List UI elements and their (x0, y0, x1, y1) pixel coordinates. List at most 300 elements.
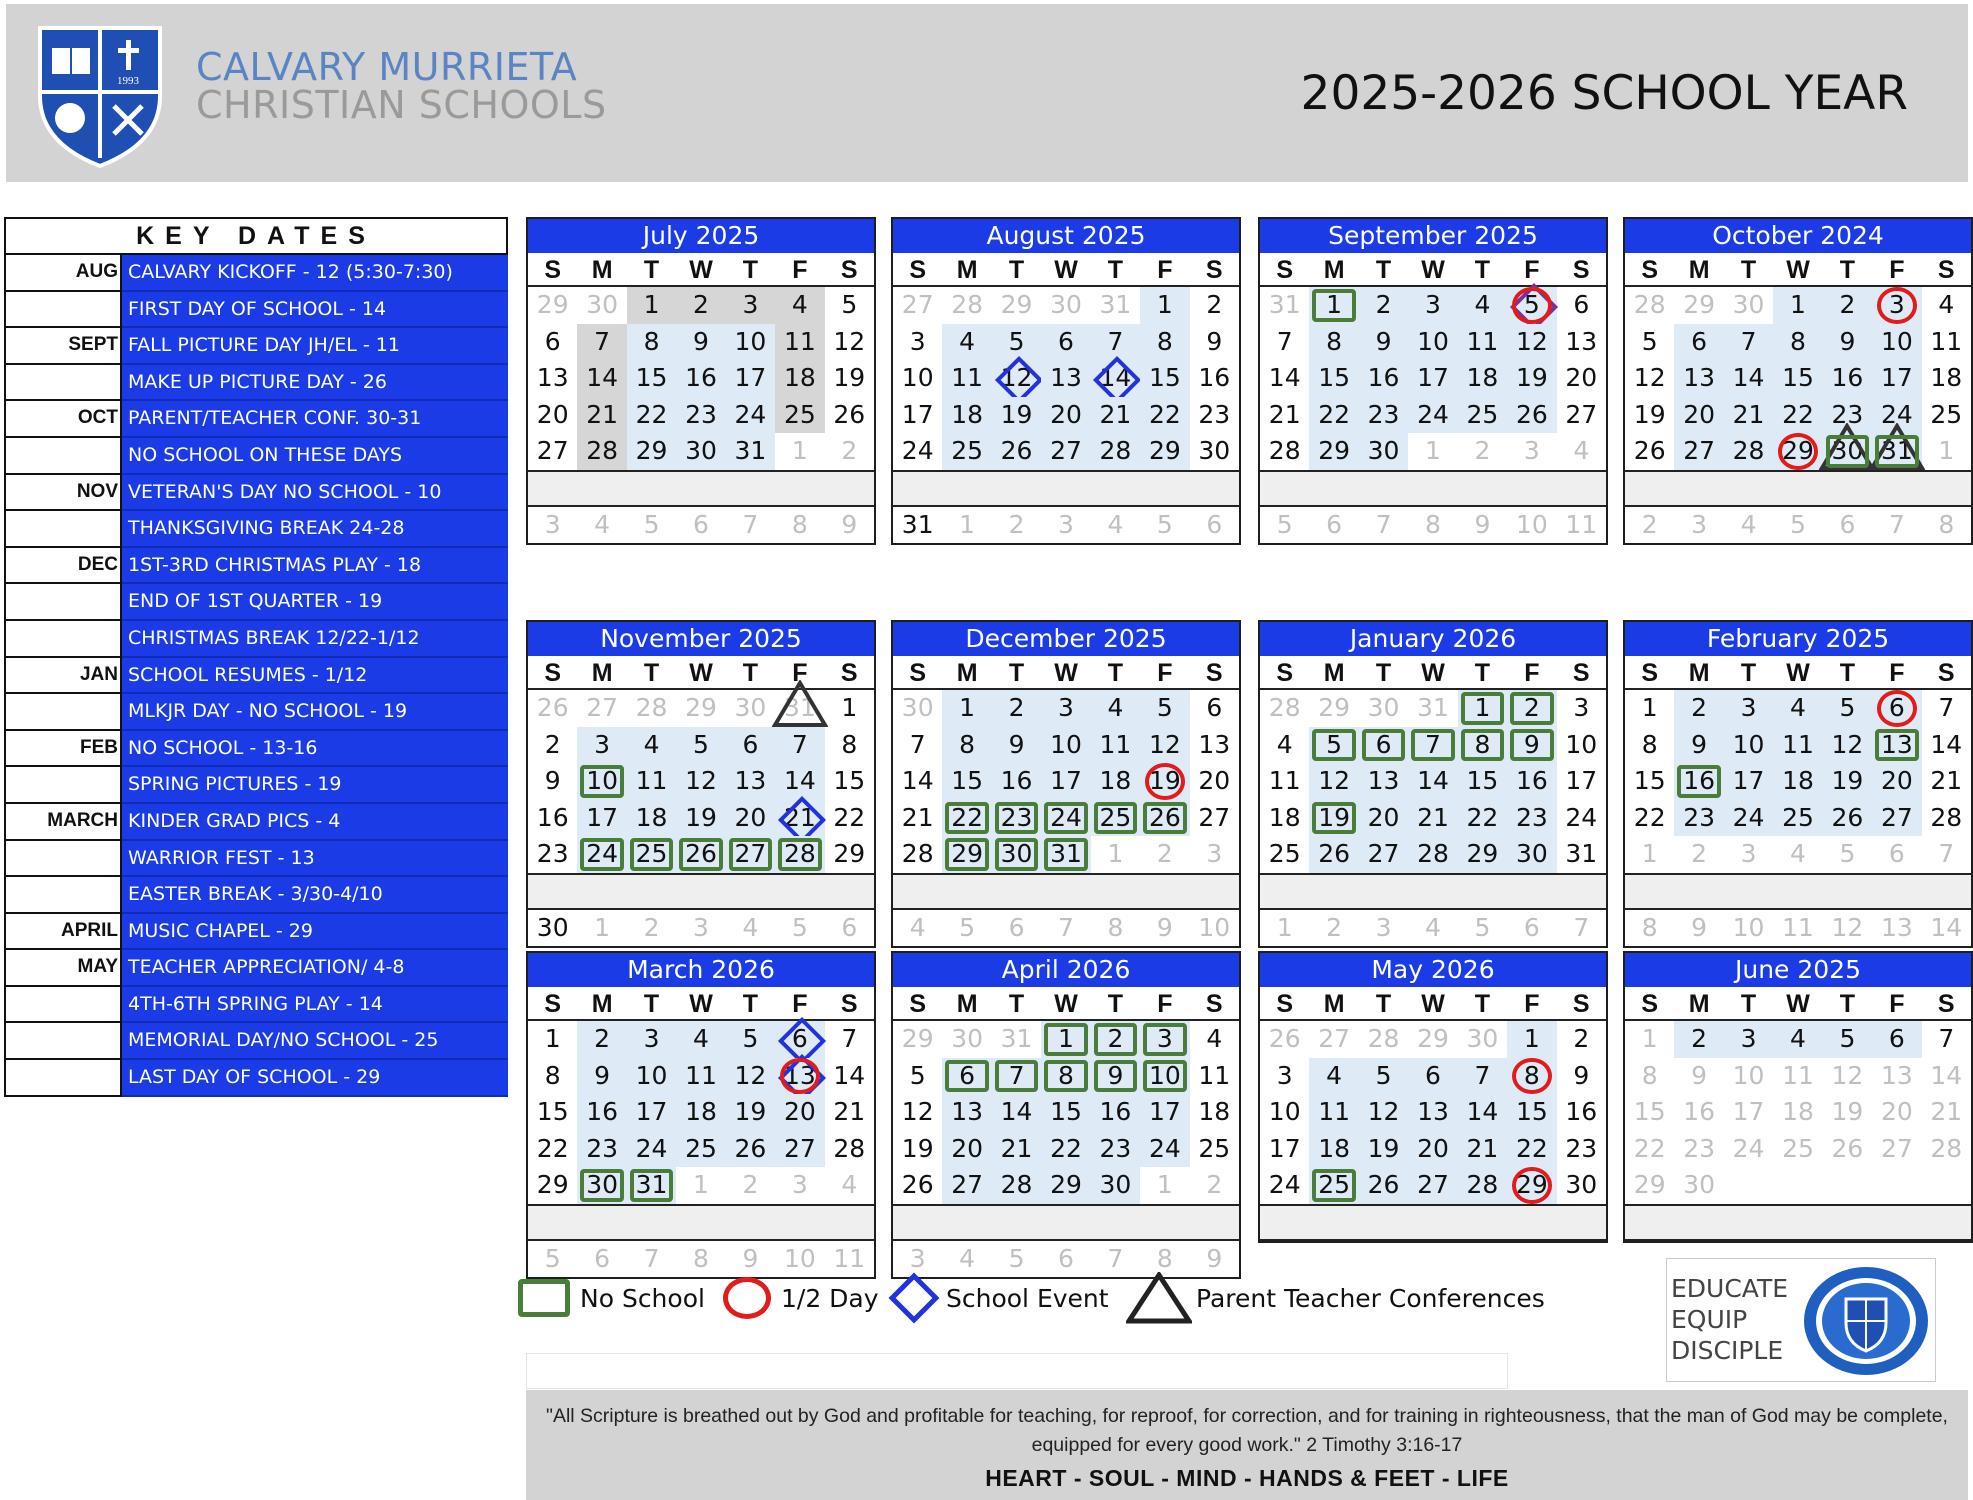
day-grid (1260, 287, 1606, 543)
day-cell: 31 (1565, 839, 1598, 869)
weekday-label: F (1157, 256, 1173, 284)
day-cell: 11 (833, 1243, 866, 1273)
day-cell: 21 (1268, 399, 1301, 429)
day-cell: 28 (1367, 1024, 1400, 1053)
weekday-label: M (1323, 256, 1345, 284)
day-cell: 10 (1565, 729, 1598, 759)
weekday-header (1260, 253, 1606, 287)
weekday-label: T (1474, 990, 1491, 1018)
day-cell: 29 (685, 693, 717, 722)
day-cell-no-school: 1 (1458, 690, 1507, 727)
day-cell: 4 (1206, 1024, 1223, 1053)
day-cell: 3 (1573, 693, 1590, 722)
day-cell: 24 (1732, 1133, 1765, 1163)
day-cell: 19 (1831, 1097, 1864, 1127)
key-date-row (4, 292, 508, 329)
weekday-label: T (742, 659, 759, 687)
day-cell: 8 (693, 1243, 709, 1273)
day-cell: 3 (909, 326, 926, 356)
day-cell: 23 (1823, 397, 1872, 434)
weekday-label: T (1107, 990, 1124, 1018)
day-cell: 11 (1782, 912, 1814, 942)
day-cell: 6 (693, 509, 709, 539)
day-cell: 2 (1691, 839, 1708, 869)
month-title: January 2026 (1260, 622, 1606, 656)
day-cell: 10 (1198, 912, 1231, 942)
day-cell: 27 (1408, 1167, 1457, 1204)
day-cell: 15 (942, 763, 991, 800)
key-dates-list (4, 255, 508, 1097)
day-cell: 22 (1041, 1131, 1090, 1168)
day-cell: 30 (1466, 1024, 1499, 1053)
day-cell-conference: 30 (1823, 433, 1872, 470)
day-cell: 13 (1565, 326, 1598, 356)
weekday-label: T (643, 990, 660, 1018)
day-cell: 21 (992, 1131, 1041, 1168)
school-name (196, 45, 607, 127)
day-cell: 13 (1674, 360, 1723, 397)
weekday-label: M (1688, 990, 1710, 1018)
weekday-label: F (1157, 659, 1173, 687)
day-cell: 28 (1091, 433, 1140, 470)
day-cell-no-school: 9 (1091, 1058, 1140, 1095)
day-cell: 4 (1773, 690, 1822, 727)
day-cell: 18 (1458, 360, 1507, 397)
day-cell: 8 (1425, 509, 1441, 539)
day-cell: 20 (1408, 1131, 1457, 1168)
day-cell: 20 (1198, 766, 1231, 796)
day-cell: 27 (586, 693, 619, 722)
day-cell: 1 (791, 436, 808, 466)
day-cell: 30 (1683, 1170, 1716, 1200)
weekday-label: S (1641, 659, 1659, 687)
day-cell: 4 (1091, 690, 1140, 727)
day-cell: 22 (1633, 802, 1666, 832)
day-cell: 1 (594, 912, 611, 942)
day-cell: 7 (1276, 326, 1293, 356)
day-cell: 3 (726, 287, 775, 324)
day-cell: 1 (1507, 1021, 1556, 1058)
day-cell: 4 (1790, 839, 1806, 869)
day-cell-half-day: 19 (1140, 763, 1189, 800)
day-cell-no-school: 26 (1140, 800, 1189, 837)
weekday-label: F (792, 659, 808, 687)
day-grid (1260, 1021, 1606, 1241)
day-cell: 6 (841, 912, 858, 942)
day-cell: 1 (1773, 287, 1822, 324)
day-cell: 14 (775, 763, 824, 800)
day-cell: 18 (1309, 1131, 1358, 1168)
day-cell: 24 (726, 397, 775, 434)
day-cell: 11 (1773, 727, 1822, 764)
day-cell: 17 (726, 360, 775, 397)
weekday-label: F (1889, 659, 1905, 687)
school-name-line2: CHRISTIAN SCHOOLS (196, 83, 607, 127)
key-date-event: LAST DAY OF SCHOOL - 29 (122, 1060, 508, 1097)
day-cell: 5 (1839, 839, 1856, 869)
day-cell: 22 (1309, 397, 1358, 434)
day-cell: 16 (1507, 763, 1556, 800)
weekday-label: S (909, 990, 927, 1018)
footer (526, 1390, 1968, 1500)
legend-label-half-day: 1/2 Day (781, 1283, 879, 1313)
day-cell-no-school: 24 (577, 836, 626, 873)
key-date-event: FIRST DAY OF SCHOOL - 14 (122, 292, 508, 329)
day-cell: 8 (1309, 324, 1358, 361)
day-cell: 17 (577, 800, 626, 837)
weekday-label: W (1786, 256, 1810, 284)
day-cell: 19 (992, 397, 1041, 434)
weekday-label: F (1889, 256, 1905, 284)
day-cell: 30 (1565, 1170, 1598, 1200)
day-cell: 21 (577, 397, 626, 434)
blank-week-row (893, 873, 1239, 910)
key-date-month (4, 987, 122, 1024)
weekday-label: T (1474, 256, 1491, 284)
weekday-label: F (792, 990, 808, 1018)
day-cell: 11 (1930, 326, 1963, 356)
day-cell: 20 (1041, 397, 1090, 434)
key-date-row (4, 438, 508, 475)
day-cell: 21 (1458, 1131, 1507, 1168)
day-cell: 12 (1140, 727, 1189, 764)
day-cell: 4 (909, 912, 926, 942)
weekday-label: F (1524, 659, 1540, 687)
weekday-label: T (1375, 256, 1392, 284)
weekday-label: T (1839, 659, 1856, 687)
day-cell: 14 (992, 1094, 1041, 1131)
day-cell: 4 (1458, 287, 1507, 324)
day-cell: 24 (901, 436, 934, 466)
weekday-label: W (1421, 990, 1445, 1018)
day-cell: 1 (1107, 839, 1124, 869)
day-cell-half-day: 8 (1507, 1058, 1556, 1095)
day-cell: 2 (1641, 509, 1658, 539)
day-cell-no-school: 3 (1140, 1021, 1189, 1058)
weekday-label: F (1524, 256, 1540, 284)
day-cell: 2 (1008, 509, 1025, 539)
key-date-row (4, 731, 508, 768)
day-cell: 8 (1641, 1060, 1658, 1090)
key-date-event: NO SCHOOL - 13-16 (122, 731, 508, 768)
month-title: August 2025 (893, 219, 1239, 253)
weekday-label: M (591, 990, 613, 1018)
key-date-row (4, 914, 508, 951)
day-cell: 24 (1565, 802, 1598, 832)
day-cell: 13 (1041, 360, 1090, 397)
day-cell: 29 (1633, 1170, 1666, 1200)
day-cell: 2 (577, 1021, 626, 1058)
day-cell: 3 (1724, 1021, 1773, 1058)
day-grid (1625, 287, 1971, 543)
day-cell: 7 (775, 727, 824, 764)
day-cell: 15 (1633, 1097, 1666, 1127)
day-cell: 20 (1359, 800, 1408, 837)
day-cell: 5 (544, 1243, 561, 1273)
blank-week-row (528, 873, 874, 910)
weekday-label: S (544, 659, 562, 687)
day-cell: 2 (1359, 287, 1408, 324)
weekday-label: S (1641, 990, 1659, 1018)
day-cell: 7 (1888, 509, 1905, 539)
day-cell: 28 (1930, 802, 1963, 832)
legend-label-conferences: Parent Teacher Conferences (1196, 1283, 1545, 1313)
day-cell: 5 (1823, 1021, 1872, 1058)
month-title: December 2025 (893, 622, 1239, 656)
day-cell-half-day: 6 (1872, 690, 1921, 727)
day-cell: 22 (1633, 1133, 1666, 1163)
day-cell: 19 (1507, 360, 1556, 397)
day-cell: 14 (1930, 729, 1963, 759)
day-cell: 8 (1140, 324, 1189, 361)
key-date-row (4, 804, 508, 841)
day-cell: 12 (726, 1058, 775, 1095)
day-cell: 15 (536, 1097, 569, 1127)
key-date-event: SCHOOL RESUMES - 1/12 (122, 658, 508, 695)
month-title: June 2025 (1625, 953, 1971, 987)
day-cell: 29 (1309, 433, 1358, 470)
weekday-label: M (956, 256, 978, 284)
month-calendar (526, 217, 876, 545)
day-cell: 6 (1008, 912, 1025, 942)
day-cell: 27 (901, 290, 934, 319)
day-cell: 2 (643, 912, 660, 942)
day-cell: 29 (1318, 693, 1351, 722)
key-date-row (4, 548, 508, 585)
weekday-label: T (1008, 659, 1025, 687)
weekday-header (528, 656, 874, 690)
badge-line3: DISCIPLE (1671, 1336, 1784, 1365)
day-cell: 17 (901, 399, 934, 429)
day-cell: 5 (959, 912, 976, 942)
day-cell: 29 (536, 290, 569, 319)
day-cell: 25 (1198, 1133, 1231, 1163)
weekday-header (528, 253, 874, 287)
day-cell: 9 (676, 324, 725, 361)
svg-text:1993: 1993 (117, 75, 139, 87)
month-title: November 2025 (528, 622, 874, 656)
legend-item-conferences (1126, 1268, 1545, 1328)
day-cell: 23 (1359, 397, 1408, 434)
day-cell: 3 (1740, 839, 1757, 869)
weekday-label: W (689, 659, 713, 687)
key-date-row (4, 950, 508, 987)
day-cell: 29 (1683, 290, 1716, 319)
day-cell: 12 (1309, 763, 1358, 800)
day-cell: 5 (791, 912, 808, 942)
day-cell: 4 (1573, 436, 1590, 466)
day-cell: 31 (1000, 1024, 1033, 1053)
key-date-month: JAN (4, 658, 122, 695)
day-cell: 9 (1674, 727, 1723, 764)
day-cell: 8 (1107, 912, 1124, 942)
day-cell: 25 (676, 1131, 725, 1168)
day-cell: 12 (1633, 363, 1666, 393)
day-cell: 5 (1474, 912, 1491, 942)
day-cell: 1 (1156, 1170, 1173, 1200)
day-cell: 28 (833, 1133, 866, 1163)
month-calendar (1258, 217, 1608, 545)
day-cell: 22 (1140, 397, 1189, 434)
day-cell: 18 (1930, 363, 1963, 393)
key-date-event: THANKSGIVING BREAK 24-28 (122, 511, 508, 548)
day-cell: 29 (833, 839, 866, 869)
weekday-label: T (1740, 990, 1757, 1018)
day-cell: 26 (1507, 397, 1556, 434)
day-cell-no-school: 16 (1674, 763, 1723, 800)
page-header (6, 4, 1968, 182)
day-cell: 6 (1888, 839, 1905, 869)
red-circle-icon (723, 1277, 771, 1319)
day-cell: 24 (1140, 1131, 1189, 1168)
day-cell: 7 (1458, 1058, 1507, 1095)
day-cell: 8 (544, 1060, 561, 1090)
day-cell: 30 (951, 1024, 984, 1053)
day-cell: 1 (693, 1170, 709, 1200)
key-date-month (4, 1060, 122, 1097)
weekday-label: S (909, 659, 927, 687)
day-cell: 27 (775, 1131, 824, 1168)
day-cell: 5 (992, 324, 1041, 361)
key-date-row (4, 1023, 508, 1060)
weekday-label: T (1839, 256, 1856, 284)
key-date-event: MEMORIAL DAY/NO SCHOOL - 25 (122, 1023, 508, 1060)
day-cell: 2 (1674, 690, 1723, 727)
day-cell: 15 (1633, 766, 1666, 796)
month-title: October 2024 (1625, 219, 1971, 253)
day-cell-no-school: 25 (1091, 800, 1140, 837)
day-cell: 7 (1058, 912, 1074, 942)
day-cell: 18 (627, 800, 676, 837)
key-date-event: NO SCHOOL ON THESE DAYS (122, 438, 508, 475)
day-cell: 15 (1507, 1094, 1556, 1131)
key-date-row (4, 694, 508, 731)
weekday-label: W (1421, 659, 1445, 687)
day-cell: 27 (942, 1167, 991, 1204)
weekday-label: W (1421, 256, 1445, 284)
weekday-label: S (840, 256, 858, 284)
day-cell: 10 (1268, 1097, 1301, 1127)
day-cell: 2 (742, 1170, 759, 1200)
day-cell: 4 (742, 912, 759, 942)
day-cell: 19 (1359, 1131, 1408, 1168)
day-cell: 28 (992, 1167, 1041, 1204)
day-cell: 10 (1408, 324, 1457, 361)
weekday-label: T (1740, 659, 1757, 687)
key-date-row (4, 877, 508, 914)
day-cell-no-school: 6 (1359, 727, 1408, 764)
day-cell-no-school: 30 (577, 1167, 626, 1204)
weekday-label: S (1572, 990, 1590, 1018)
weekday-label: S (544, 990, 562, 1018)
weekday-label: S (909, 256, 927, 284)
day-cell: 24 (1724, 800, 1773, 837)
day-cell: 3 (909, 1243, 926, 1273)
day-cell-conference: 31 (775, 690, 824, 727)
day-cell: 13 (726, 763, 775, 800)
weekday-label: S (840, 659, 858, 687)
day-cell: 13 (1198, 729, 1231, 759)
key-date-row (4, 475, 508, 512)
day-cell: 27 (1872, 800, 1921, 837)
day-grid (1260, 690, 1606, 946)
blank-week-row (1625, 470, 1971, 507)
day-cell: 3 (1408, 287, 1457, 324)
day-cell: 21 (1724, 397, 1773, 434)
day-cell: 3 (1523, 436, 1540, 466)
day-cell-no-school: 23 (992, 800, 1041, 837)
day-cell-no-school: 1 (1041, 1021, 1090, 1058)
day-cell: 6 (1206, 509, 1223, 539)
day-cell: 27 (1359, 836, 1408, 873)
weekday-label: T (1375, 990, 1392, 1018)
day-cell-no-school: 1 (1309, 287, 1358, 324)
weekday-label: T (643, 659, 660, 687)
day-cell: 6 (1872, 1021, 1921, 1058)
day-cell: 14 (1268, 363, 1301, 393)
month-title: July 2025 (528, 219, 874, 253)
month-title: May 2026 (1260, 953, 1606, 987)
month-title: April 2026 (893, 953, 1239, 987)
day-grid (893, 1021, 1239, 1277)
day-cell: 29 (1000, 290, 1033, 319)
key-date-month: SEPT (4, 328, 122, 365)
key-date-event: CHRISTMAS BREAK 12/22-1/12 (122, 621, 508, 658)
day-cell-no-school: 19 (1309, 800, 1358, 837)
day-cell: 1 (942, 690, 991, 727)
day-cell: 30 (676, 433, 725, 470)
day-cell: 15 (1041, 1094, 1090, 1131)
key-date-event: END OF 1ST QUARTER - 19 (122, 584, 508, 621)
day-cell: 7 (742, 509, 759, 539)
key-date-event: MLKJR DAY - NO SCHOOL - 19 (122, 694, 508, 731)
day-cell: 11 (775, 324, 824, 361)
day-cell: 3 (1691, 509, 1708, 539)
day-cell: 5 (1008, 1243, 1025, 1273)
weekday-label: M (956, 659, 978, 687)
weekday-label: M (1688, 659, 1710, 687)
day-cell: 9 (1691, 912, 1708, 942)
day-cell: 25 (1930, 399, 1963, 429)
month-title: March 2026 (528, 953, 874, 987)
day-cell: 5 (841, 290, 858, 319)
day-cell: 25 (1458, 397, 1507, 434)
day-cell-school-event: 13 (775, 1058, 824, 1095)
key-date-event: TEACHER APPRECIATION/ 4-8 (122, 950, 508, 987)
day-cell: 11 (1198, 1060, 1231, 1090)
key-date-row (4, 401, 508, 438)
day-cell: 27 (536, 436, 569, 466)
day-cell: 18 (1091, 763, 1140, 800)
day-cell: 2 (544, 729, 561, 759)
day-cell: 8 (627, 324, 676, 361)
day-cell: 1 (1276, 912, 1293, 942)
day-cell: 6 (1674, 324, 1723, 361)
day-cell: 28 (1930, 1133, 1963, 1163)
day-cell: 3 (693, 912, 709, 942)
day-cell: 12 (833, 326, 866, 356)
key-date-row (4, 767, 508, 804)
green-square-icon (518, 1279, 570, 1317)
day-cell: 1 (544, 1024, 561, 1053)
day-cell-no-school: 7 (992, 1058, 1041, 1095)
key-date-event: WARRIOR FEST - 13 (122, 841, 508, 878)
day-cell: 30 (1091, 1167, 1140, 1204)
day-cell-no-school: 8 (1458, 727, 1507, 764)
key-date-month: MARCH (4, 804, 122, 841)
key-dates-panel (4, 217, 508, 1097)
day-cell: 3 (1724, 690, 1773, 727)
